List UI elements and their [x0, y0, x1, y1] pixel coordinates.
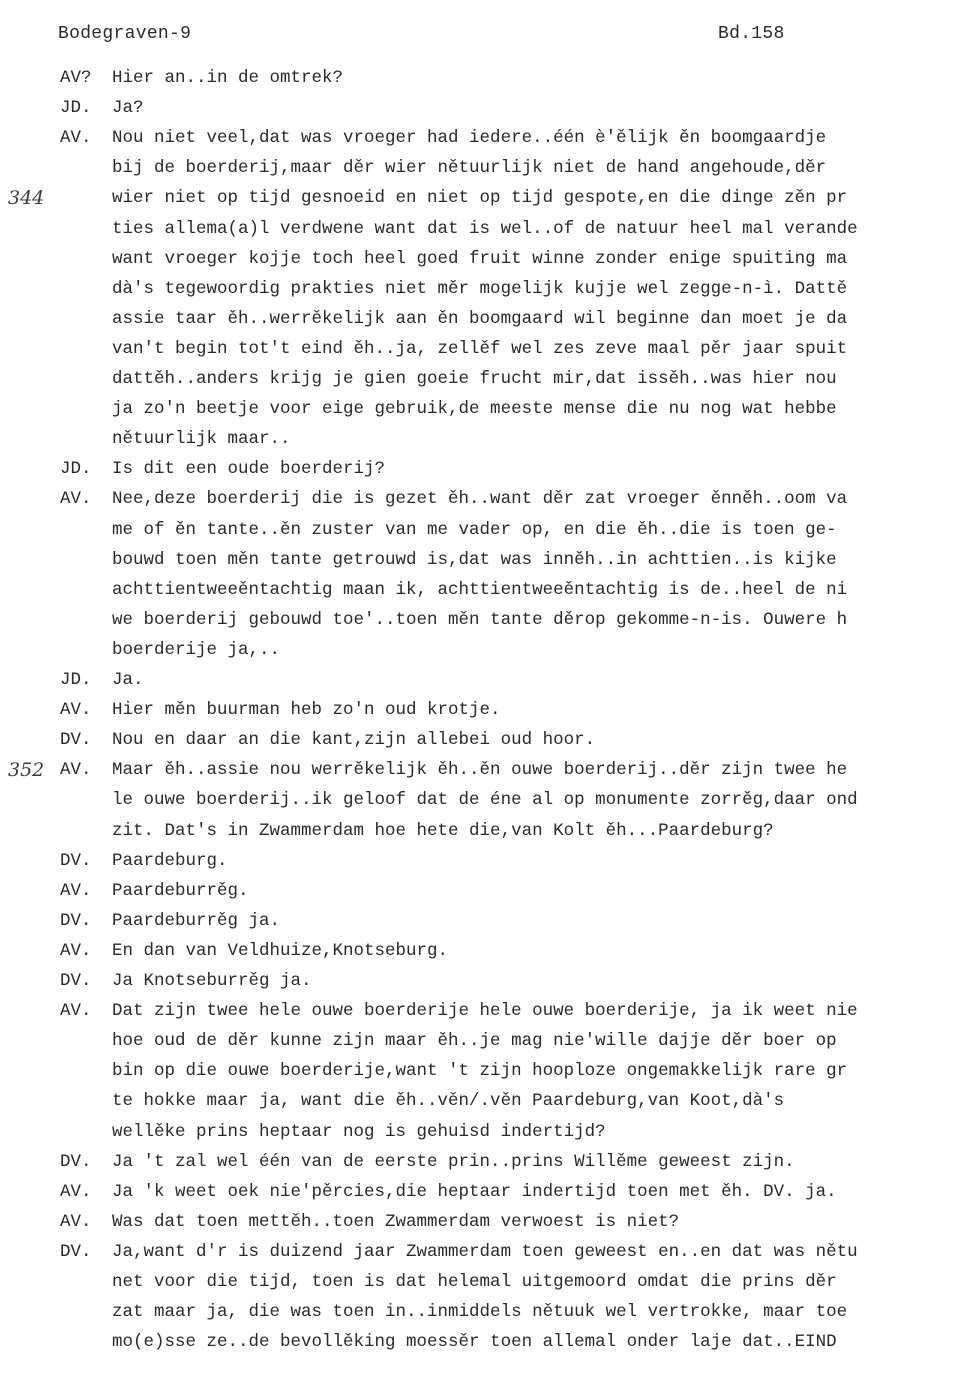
transcript-line — [0, 1026, 979, 1056]
page-reference: Bd.158 — [718, 24, 785, 44]
transcript-line — [0, 906, 979, 936]
transcript-line — [0, 1177, 979, 1207]
line-text: hoe oud de děr kunne zijn maar ěh..je mag nie'wille dajje děr boer op — [112, 1031, 837, 1052]
line-text: we boerderij gebouwd toe'..toen měn tante děrop gekomme-n-is. Ouwere h — [112, 609, 848, 630]
speaker-label: AV. — [60, 1211, 92, 1232]
line-text: Is dit een oude boerderij? — [112, 459, 386, 480]
speaker-label: DV. — [60, 730, 92, 751]
line-text: Hier an..in de omtrek? — [112, 68, 344, 88]
speaker-label: AV. — [60, 940, 92, 961]
transcript-line — [0, 966, 979, 996]
transcript-line — [0, 545, 979, 575]
line-text: assie taar ěh..werrěkelijk aan ěn boomgaard wil beginne dan moet je da — [112, 308, 848, 329]
transcript-line — [0, 1237, 979, 1267]
line-text: En dan van Veldhuize,Knotseburg. — [112, 940, 449, 961]
line-text: te hokke maar ja, want die ěh..věn/.věn Paardeburg,van Koot,dà's — [112, 1091, 785, 1112]
speaker-label: DV. — [60, 910, 92, 931]
line-text: Ja 't zal wel één van de eerste prin..prins Willěme geweest zijn. — [112, 1151, 795, 1172]
transcript-line — [0, 1086, 979, 1116]
transcript-line — [0, 1267, 979, 1297]
speaker-label: AV? — [60, 68, 92, 88]
line-text: ja zo'n beetje voor eige gebruik,de meeste mense die nu nog wat hebbe — [112, 399, 837, 420]
speaker-label: AV. — [60, 760, 92, 781]
transcript-line — [0, 304, 979, 334]
transcript-line — [0, 755, 979, 785]
line-text: Ja? — [112, 98, 144, 119]
transcript-line — [0, 183, 979, 213]
line-text: mo(e)sse ze..de bevollěking moessěr toen allemal onder laje dat..EIND — [112, 1332, 837, 1353]
speaker-label: AV. — [60, 128, 92, 149]
transcript-line — [0, 364, 979, 394]
transcript-line — [0, 665, 979, 695]
line-text: me of ěn tante..ěn zuster van me vader op, en die ěh..die is toen ge- — [112, 519, 837, 540]
line-text: zit. Dat's in Zwammerdam hoe hete die,van Kolt ěh...Paardeburg? — [112, 820, 774, 841]
line-text: Ja 'k weet oek nie'pěrcies,die heptaar indertijd toen met ěh. DV. ja. — [112, 1181, 837, 1202]
transcript-line — [0, 1056, 979, 1086]
transcript-line — [0, 153, 979, 183]
transcript-line — [0, 93, 979, 123]
line-text: Paardeburg. — [112, 850, 228, 871]
transcript-line — [0, 424, 979, 454]
line-text: Hier měn buurman heb zo'n oud krotje. — [112, 700, 501, 721]
line-text: van't begin tot't eind ěh..ja, zellěf wel zes zeve maal pěr jaar spuit — [112, 338, 848, 359]
speaker-label: DV. — [60, 971, 92, 991]
speaker-label: DV. — [60, 850, 92, 871]
transcript-line — [0, 1207, 979, 1237]
transcript-line — [0, 334, 979, 364]
line-text: Nee,deze boerderij die is gezet ěh..want děr zat vroeger ěnněh..oom va — [112, 489, 848, 510]
margin-counter: 344 — [8, 187, 45, 210]
speaker-label: JD. — [60, 98, 92, 119]
transcript-line — [0, 936, 979, 966]
line-text: Paardeburrěg. — [112, 880, 249, 901]
transcript-line — [0, 515, 979, 545]
speaker-label: DV. — [60, 1241, 92, 1262]
transcript-line — [0, 1327, 979, 1357]
line-text: bin op die ouwe boerderije,want 't zijn hooploze ongemakkelijk rare gr — [112, 1061, 848, 1082]
line-text: Nou en daar an die kant,zijn allebei oud hoor. — [112, 730, 596, 751]
transcript-line — [0, 846, 979, 876]
margin-counter: 352 — [8, 759, 45, 782]
speaker-label: AV. — [60, 700, 92, 721]
line-text: bij de boerderij,maar děr wier nětuurlijk niet de hand angehoude,děr — [112, 158, 827, 179]
transcript-line — [0, 785, 979, 815]
transcript-line — [0, 1117, 979, 1147]
transcript-line — [0, 635, 979, 665]
transcript-line — [0, 1297, 979, 1327]
speaker-label: AV. — [60, 489, 92, 510]
line-text: le ouwe boerderij..ik geloof dat de éne al op monumente zorrěg,daar ond — [112, 790, 858, 811]
line-text: ties allema(a)l verdwene want dat is wel..of de natuur heel mal verande — [112, 218, 858, 239]
transcript-line — [0, 816, 979, 846]
line-text: Was dat toen mettěh..toen Zwammerdam verwoest is niet? — [112, 1211, 680, 1232]
transcript-line — [0, 484, 979, 514]
line-text: nětuurlijk maar.. — [112, 429, 291, 450]
transcript-line — [0, 214, 979, 244]
transcript-line — [0, 695, 979, 725]
transcript-line — [0, 1147, 979, 1177]
document-title: Bodegraven-9 — [58, 24, 192, 44]
line-text: Ja,want d'r is duizend jaar Zwammerdam toen geweest en..en dat was nětu — [112, 1241, 858, 1262]
line-text: Maar ěh..assie nou werrěkelijk ěh..ěn ouwe boerderij..děr zijn twee he — [112, 760, 848, 781]
line-text: Ja. — [112, 670, 144, 690]
transcript-line — [0, 123, 979, 153]
transcript-line — [0, 876, 979, 906]
line-text: dà's tegewoordig prakties niet měr mogelijk kujje wel zegge-n-ì. Dattě — [112, 278, 848, 299]
transcript-line — [0, 63, 979, 93]
speaker-label: AV. — [60, 880, 92, 901]
line-text: want vroeger kojje toch heel goed fruit winne zonder enige spuiting ma — [112, 248, 848, 269]
transcript-line — [0, 996, 979, 1026]
transcript-line — [0, 575, 979, 605]
speaker-label: AV. — [60, 1001, 92, 1022]
line-text: dattěh..anders krijg je gien goeie frucht mir,dat issěh..was hier nou — [112, 369, 837, 389]
line-text: Dat zijn twee hele ouwe boerderije hele ouwe boerderije, ja ik weet nie — [112, 1001, 858, 1022]
transcript-line — [0, 454, 979, 484]
speaker-label: DV. — [60, 1151, 92, 1172]
line-text: Paardeburrěg ja. — [112, 910, 281, 931]
line-text: bouwd toen měn tante getrouwd is,dat was inněh..in achttien..is kijke — [112, 549, 837, 570]
transcript-line — [0, 244, 979, 274]
line-text: boerderije ja,.. — [112, 639, 281, 660]
line-text: Ja Knotseburrěg ja. — [112, 971, 312, 991]
speaker-label: JD. — [60, 459, 92, 480]
transcript-line — [0, 274, 979, 304]
speaker-label: JD. — [60, 670, 92, 690]
line-text: achttientweeěntachtig maan ik, achttientweeěntachtig is de..heel de ni — [112, 579, 848, 600]
transcript-line — [0, 605, 979, 635]
line-text: wier niet op tijd gesnoeid en niet op tijd gespote,en die dinge zěn pr — [112, 188, 848, 209]
speaker-label: AV. — [60, 1181, 92, 1202]
line-text: wellěke prins heptaar nog is gehuisd indertijd? — [112, 1121, 606, 1142]
transcript-line — [0, 394, 979, 424]
line-text: net voor die tijd, toen is dat helemal uitgemoord omdat die prins děr — [112, 1272, 837, 1292]
transcript-line — [0, 725, 979, 755]
line-text: zat maar ja, die was toen in..inmiddels nětuuk wel vertrokke, maar toe — [112, 1302, 848, 1323]
line-text: Nou niet veel,dat was vroeger had iedere..één è'ělijk ěn boomgaardje — [112, 128, 827, 149]
